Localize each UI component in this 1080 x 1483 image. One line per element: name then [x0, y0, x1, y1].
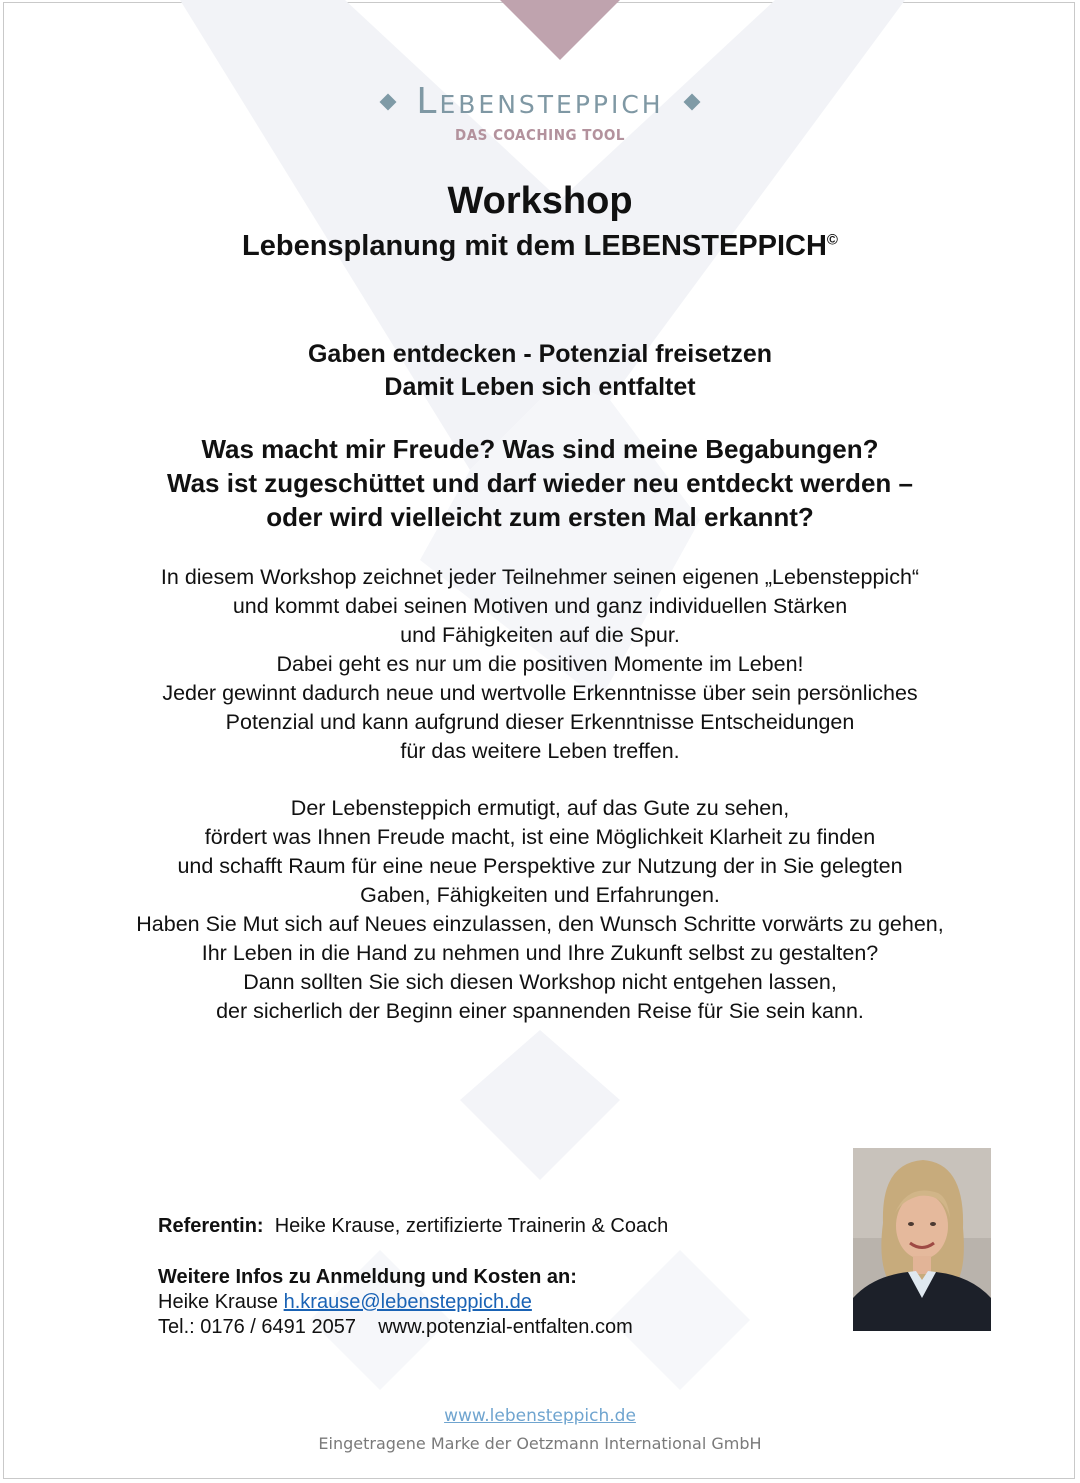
logo-tagline: DAS COACHING TOOL	[455, 126, 625, 144]
paragraph-line: Dann sollten Sie sich diesen Workshop nicht entgehen lassen,	[243, 970, 837, 994]
watermark-diamond-lower	[460, 1030, 620, 1180]
logo-diamond-right-icon	[683, 94, 700, 111]
paragraph-line: Dabei geht es nur um die positiven Momente im Leben!	[276, 652, 804, 676]
contact-info	[158, 1265, 633, 1340]
logo-diamond-left-icon	[380, 94, 397, 111]
paragraph-line: Potenzial und kann aufgrund dieser Erkenntnisse Entscheidungen	[225, 710, 855, 734]
logo-row	[0, 82, 1080, 122]
paragraph-line: und kommt dabei seinen Motiven und ganz individuellen Stärken	[232, 594, 848, 618]
paragraph-line: Haben Sie Mut sich auf Neues einzulassen, den Wunsch Schritte vorwärts zu gehen,	[136, 912, 944, 936]
paragraph-line: Der Lebensteppich ermutigt, auf das Gute zu sehen,	[290, 796, 790, 820]
paragraph-line: Jeder gewinnt dadurch neue und wertvolle Erkenntnisse über sein persönliches	[162, 681, 918, 705]
contact-phone: Tel.: 0176 / 6491 2057	[158, 1316, 356, 1338]
tagline-line: Gaben entdecken - Potenzial freisetzen	[307, 340, 772, 368]
speaker-line	[158, 1214, 668, 1239]
subtitle-text: Lebensplanung mit dem LEBENSTEPPICH	[242, 230, 827, 262]
paragraph-line: In diesem Workshop zeichnet jeder Teilnehmer seinen eigenen „Lebensteppich“	[160, 565, 920, 589]
description-paragraph-2	[60, 794, 1020, 1026]
logo	[0, 82, 1080, 144]
question-line: Was macht mir Freude? Was sind meine Begabungen?	[201, 434, 879, 464]
speaker-value: Heike Krause, zertifizierte Trainerin & Coach	[274, 1215, 669, 1237]
paragraph-line: und Fähigkeiten auf die Spur.	[400, 623, 680, 647]
contact-name: Heike Krause	[158, 1291, 279, 1313]
page-title: Workshop	[447, 180, 633, 222]
top-triangle	[500, 0, 620, 60]
contact-website: www.potenzial-entfalten.com	[378, 1316, 633, 1338]
tagline-line: Damit Leben sich entfaltet	[384, 373, 696, 401]
portrait-image	[853, 1148, 991, 1331]
footer-trademark: Eingetragene Marke der Oetzmann International GmbH	[318, 1434, 762, 1453]
logo-wordmark: Lebensteppich	[416, 81, 664, 122]
questions-block	[0, 432, 1080, 534]
paragraph-line: Gaben, Fähigkeiten und Erfahrungen.	[360, 883, 720, 907]
tagline-block	[0, 338, 1080, 404]
question-line: oder wird vielleicht zum ersten Mal erkannt?	[266, 502, 814, 532]
footer-website-link[interactable]: www.lebensteppich.de	[444, 1406, 636, 1426]
contact-phone-row	[158, 1315, 633, 1340]
paragraph-line: fördert was Ihnen Freude macht, ist eine Möglichkeit Klarheit zu finden	[204, 825, 876, 849]
speaker-photo	[853, 1148, 991, 1331]
contact-heading: Weitere Infos zu Anmeldung und Kosten an:	[158, 1266, 577, 1288]
copyright-mark: ©	[826, 231, 838, 249]
page-subtitle	[0, 230, 1080, 263]
question-line: Was ist zugeschüttet und darf wieder neu entdeckt werden –	[167, 468, 913, 498]
paragraph-line: Ihr Leben in die Hand zu nehmen und Ihre Zukunft selbst zu gestalten?	[201, 941, 879, 965]
speaker-label: Referentin:	[158, 1215, 264, 1237]
contact-email-link[interactable]: h.krause@lebensteppich.de	[283, 1291, 532, 1313]
description-paragraph-1	[60, 563, 1020, 766]
paragraph-line: und schafft Raum für eine neue Perspektive zur Nutzung der in Sie gelegten	[177, 854, 903, 878]
contact-name-row	[158, 1290, 633, 1315]
paragraph-line: für das weitere Leben treffen.	[400, 739, 680, 763]
paragraph-line: der sicherlich der Beginn einer spannenden Reise für Sie sein kann.	[216, 999, 864, 1023]
